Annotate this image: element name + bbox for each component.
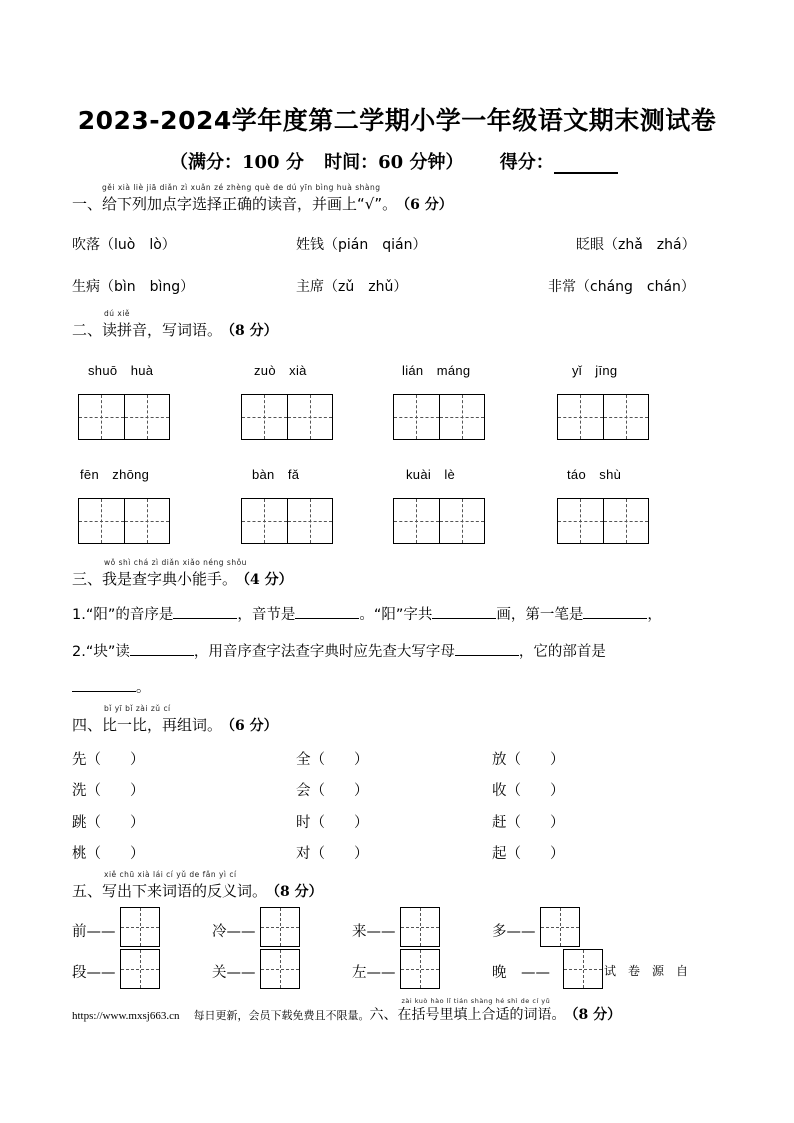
score-label: 得分： <box>499 152 554 173</box>
section-3-title: 三、我是查字典小能手。 <box>72 570 238 588</box>
s2-pinyin-6: bàn fǎ <box>252 467 300 482</box>
s4-item: 收（ ） <box>492 783 565 799</box>
answer-box[interactable] <box>400 949 440 989</box>
section-3-points: （4 分） <box>243 572 293 588</box>
writing-grid[interactable] <box>241 394 333 440</box>
section-2-title: 二、读拼音，写词语。 <box>72 321 223 339</box>
answer-box[interactable] <box>120 907 160 947</box>
s1-item-1: 吹落（luò lò） <box>72 237 176 253</box>
s3-question-1 <box>72 603 662 624</box>
footer-row <box>72 997 622 1024</box>
s1-item-3: 眨眼（zhǎ zhá） <box>576 237 696 253</box>
section-2-heading <box>72 309 278 340</box>
s2-pinyin-7: kuài lè <box>406 467 456 482</box>
s2-pinyin-5: fēn zhōng <box>80 467 150 482</box>
answer-blank[interactable] <box>130 641 194 656</box>
section-4-title: 四、比一比，再组词。 <box>72 716 223 734</box>
answer-box[interactable] <box>260 907 300 947</box>
section-3-pinyin: wǒ shì chá zì diǎn xiǎo néng shǒu <box>104 558 247 567</box>
q1-part-e: ， <box>647 607 662 623</box>
site-note: 每日更新，会员下载免费且不限量。 <box>193 1009 370 1022</box>
s4-item: 桃（ ） <box>72 846 145 862</box>
s2-pinyin-8: táo shù <box>567 467 622 482</box>
exam-info <box>170 148 632 174</box>
s4-item: 赶（ ） <box>492 815 565 831</box>
section-5-heading <box>72 870 323 901</box>
s5-word: 前—— <box>72 924 116 940</box>
section-4-pinyin: bǐ yī bǐ zài zǔ cí <box>104 704 171 713</box>
answer-box[interactable] <box>540 907 580 947</box>
q2-part-a: 2.“块”读 <box>72 644 130 660</box>
s2-pinyin-1: shuō huà <box>88 363 154 378</box>
answer-box[interactable] <box>400 907 440 947</box>
q1-part-d: 画，第一笔是 <box>496 607 584 623</box>
section-5-title: 五、写出下来词语的反义词。 <box>72 882 268 900</box>
section-6-pinyin: zài kuò hào lǐ tián shàng hé shì de cí yǔ <box>401 997 551 1005</box>
s4-item: 跳（ ） <box>72 815 145 831</box>
s1-item-6: 非常（cháng chán） <box>548 279 695 295</box>
s4-item: 全（ ） <box>296 752 369 768</box>
section-2-pinyin: dú xiě <box>104 309 131 318</box>
section-4-heading <box>72 704 278 735</box>
s4-item: 会（ ） <box>296 783 369 799</box>
writing-grid[interactable] <box>78 498 170 544</box>
section-1-pinyin: gěi xià liè jiā diǎn zì xuǎn zé zhèng què de dú yīn bìng huà shàng <box>102 183 381 192</box>
s3-question-2 <box>72 640 606 661</box>
s4-item: 时（ ） <box>296 815 369 831</box>
answer-blank[interactable] <box>455 641 519 656</box>
s4-item: 对（ ） <box>296 846 369 862</box>
score-blank[interactable] <box>554 156 618 174</box>
s1-item-4: 生病（bìn bìng） <box>72 279 195 295</box>
s4-item: 放（ ） <box>492 752 565 768</box>
answer-blank[interactable] <box>583 604 647 619</box>
answer-blank[interactable] <box>432 604 496 619</box>
q1-part-c: 。“阳”字共 <box>359 607 433 623</box>
section-2-points: （8 分） <box>228 323 278 339</box>
s4-item: 先（ ） <box>72 752 145 768</box>
s2-pinyin-3: lián máng <box>402 363 471 378</box>
site-url[interactable]: https://www.mxsj663.cn <box>72 1010 180 1022</box>
answer-box[interactable] <box>260 949 300 989</box>
page-title: 2023-2024学年度第二学期小学一年级语文期末测试卷 <box>77 106 717 135</box>
s5-word: 晚 —— <box>492 965 550 981</box>
q2-part-b: ，用音序查字法查字典时应先查大写字母 <box>193 644 455 660</box>
writing-grid[interactable] <box>78 394 170 440</box>
answer-box[interactable] <box>563 949 603 989</box>
section-5-points: （8 分） <box>273 884 323 900</box>
writing-grid[interactable] <box>393 498 485 544</box>
section-6-heading <box>369 997 622 1023</box>
s5-word: 段—— <box>72 965 116 981</box>
answer-blank[interactable] <box>295 604 359 619</box>
s5-word: 多—— <box>492 924 536 940</box>
time-limit: 时间：60 分钟） <box>324 152 464 173</box>
section-1-points: （6 分） <box>403 197 453 213</box>
s5-word: 来—— <box>352 924 396 940</box>
answer-blank[interactable] <box>72 677 136 692</box>
q2-part-c: ，它的部首是 <box>518 644 606 660</box>
writing-grid[interactable] <box>241 498 333 544</box>
s4-item: 起（ ） <box>492 846 565 862</box>
answer-box[interactable] <box>120 949 160 989</box>
section-4-points: （6 分） <box>228 718 278 734</box>
section-6-title: 六、在括号里填上合适的词语。 <box>369 1007 566 1023</box>
section-1-heading <box>72 183 453 214</box>
section-5-pinyin: xiě chū xià lái cí yǔ de fǎn yì cí <box>104 870 237 879</box>
section-3-heading <box>72 558 293 589</box>
writing-grid[interactable] <box>557 498 649 544</box>
q1-part-a: 1.“阳”的音序是 <box>72 607 174 623</box>
s1-item-5: 主席（zǔ zhǔ） <box>296 279 408 295</box>
s2-pinyin-4: yǐ jīng <box>572 363 618 378</box>
q1-part-b: ，音节是 <box>237 607 296 623</box>
s5-word: 冷—— <box>212 924 256 940</box>
answer-blank[interactable] <box>173 604 237 619</box>
s4-item: 洗（ ） <box>72 783 145 799</box>
watermark-text: 试 卷 源 自 <box>604 964 689 978</box>
writing-grid[interactable] <box>393 394 485 440</box>
section-6-points: （8 分） <box>571 1007 622 1023</box>
s1-item-2: 姓钱（pián qián） <box>296 237 427 253</box>
section-1-title: 一、给下列加点字选择正确的读音，并画上“√”。 <box>72 195 398 213</box>
writing-grid[interactable] <box>557 394 649 440</box>
q2-end: 。 <box>136 680 151 696</box>
s2-pinyin-2: zuò xià <box>254 363 307 378</box>
full-score: （满分：100 分 <box>170 152 304 173</box>
s3-question-2-cont <box>72 676 151 697</box>
s5-word: 左—— <box>352 965 396 981</box>
s5-word: 关—— <box>212 965 256 981</box>
